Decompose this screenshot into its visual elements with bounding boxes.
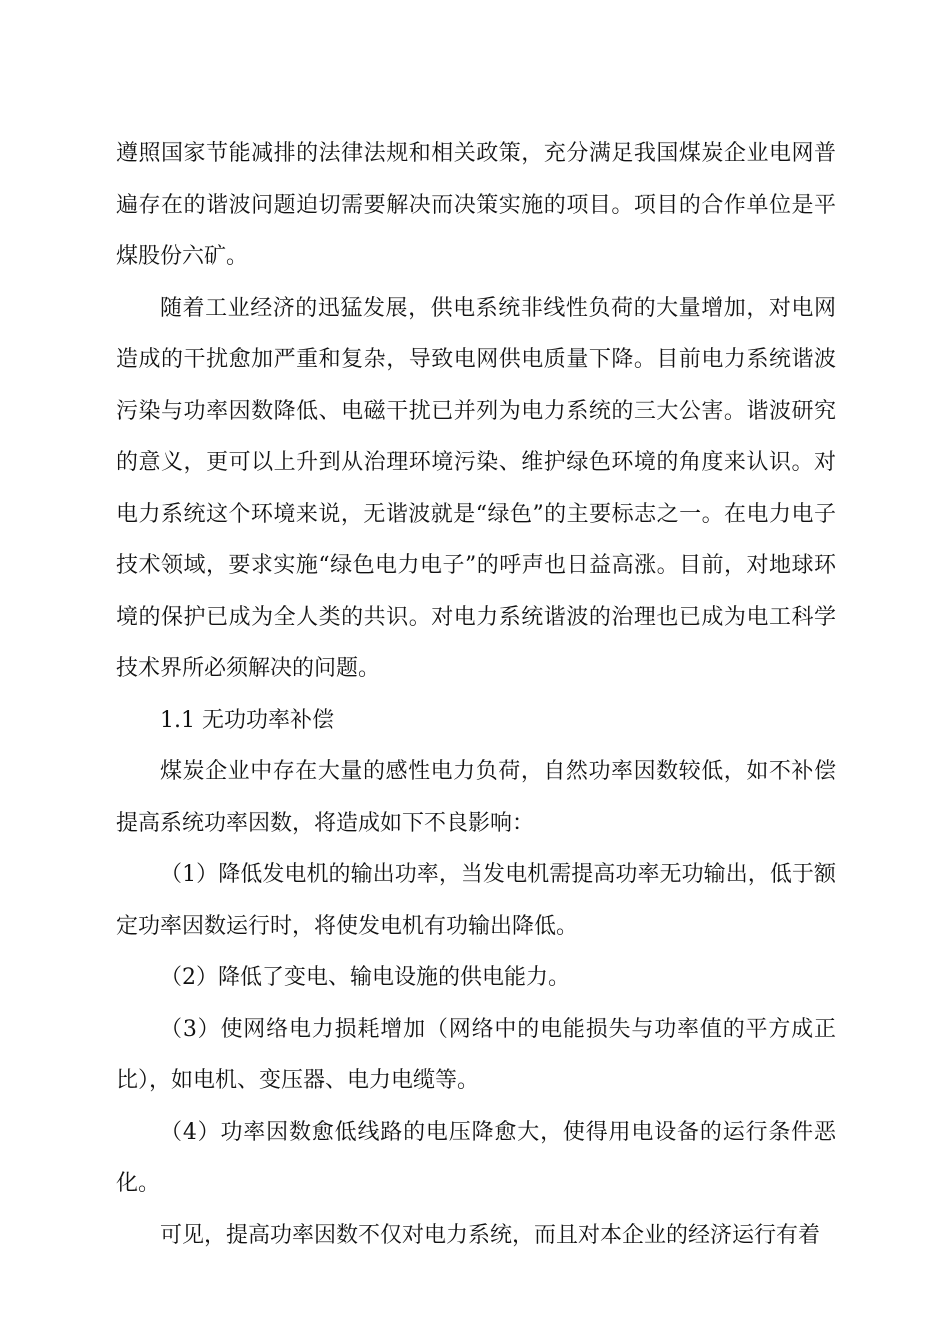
paragraph-reactive-power-intro: 煤炭企业中存在大量的感性电力负荷，自然功率因数较低，如不补偿提高系统功率因数，将造成如下不良影响： <box>116 759 836 836</box>
document-body <box>116 128 836 1261</box>
paragraph-intro-continued: 遵照国家节能减排的法律法规和相关政策，充分满足我国煤炭企业电网普遍存在的谐波问题迫切需要解决而决策实施的项目。项目的合作单位是平煤股份六矿。 <box>116 141 836 269</box>
list-item-1: （1）降低发电机的输出功率，当发电机需提高功率无功输出，低于额定功率因数运行时，将使发电机有功输出降低。 <box>116 862 836 939</box>
paragraph-harmonics-background: 随着工业经济的迅猛发展，供电系统非线性负荷的大量增加，对电网造成的干扰愈加严重和复杂，导致电网供电质量下降。目前电力系统谐波污染与功率因数降低、电磁干扰已并列为电力系统的三大公害。谐波研究的意义，更可以上升到从治理环境污染、维护绿色环境的角度来认识。对电力系统这个环境来说，无谐波就是“绿色”的主要标志之一。在电力电子技术领域，要求实施“绿色电力电子”的呼声也日益高涨。目前，对地球环境的保护已成为全人类的共识。对电力系统谐波的治理也已成为电工科学技术界所必须解决的问题。 <box>116 295 836 681</box>
list-item-4: （4）功率因数愈低线路的电压降愈大，使得用电设备的运行条件恶化。 <box>116 1119 836 1196</box>
section-heading-reactive-power: 1.1 无功功率补偿 <box>160 707 334 733</box>
paragraph-conclusion: 可见，提高功率因数不仅对电力系统，而且对本企业的经济运行有着 <box>160 1222 821 1248</box>
list-item-2: （2）降低了变电、输电设施的供电能力。 <box>160 965 570 990</box>
list-item-3: （3）使网络电力损耗增加（网络中的电能损失与功率值的平方成正比），如电机、变压器、电力电缆等。 <box>116 1016 836 1093</box>
